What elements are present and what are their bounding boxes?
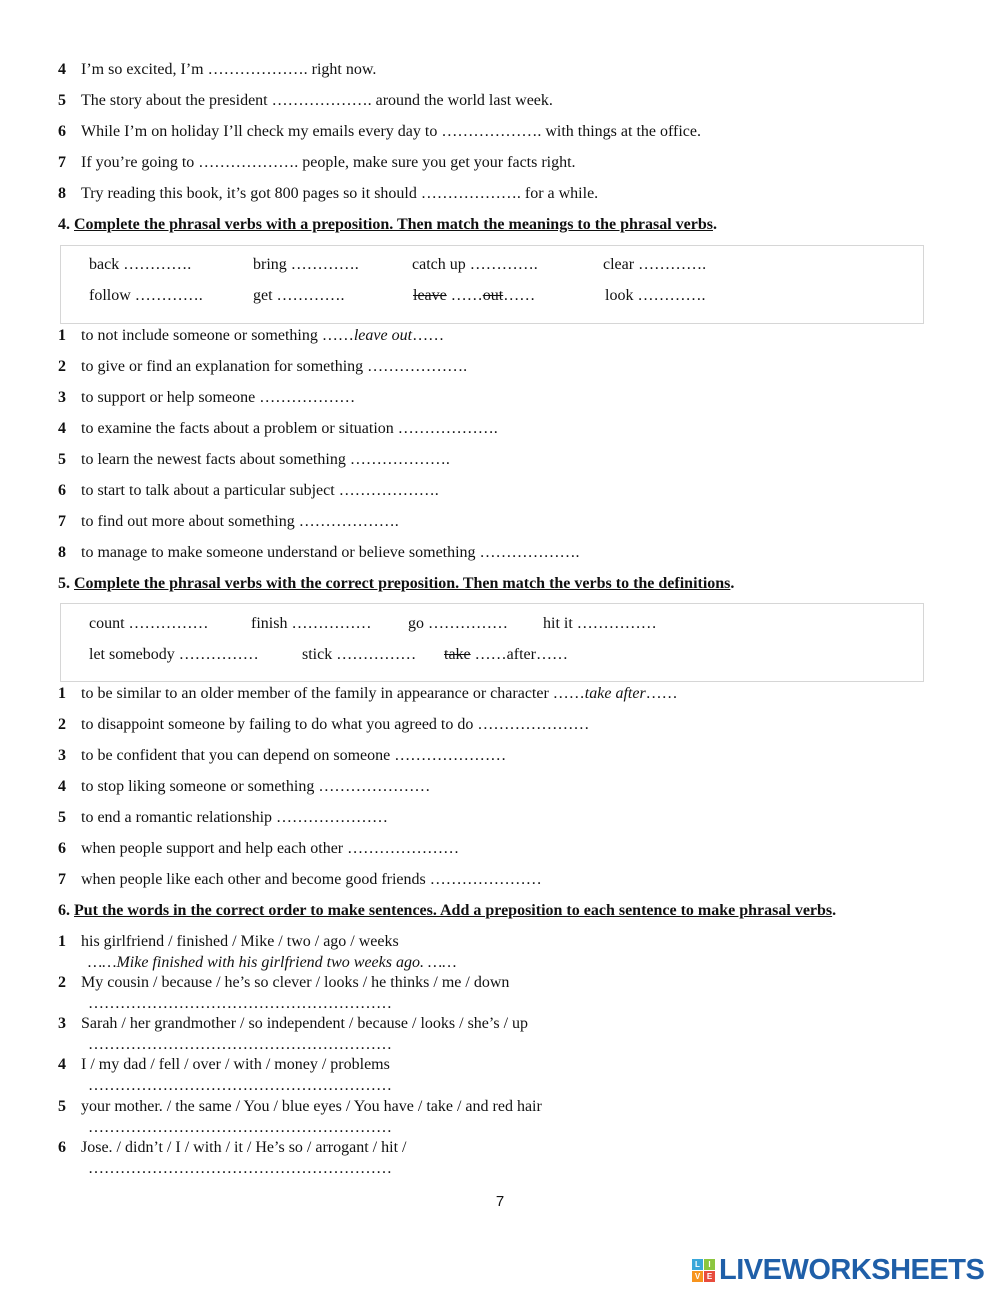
ex6-answer-line: ………………………………………………… bbox=[88, 995, 392, 1012]
top-item: 6 While I’m on holiday I’ll check my emails every day to ………………. with things at the office. bbox=[58, 123, 701, 140]
ex4-item: 4 to examine the facts about a problem or situation ………………. bbox=[58, 420, 498, 437]
top-item: 4 I’m so excited, I’m ………………. right now. bbox=[58, 61, 377, 78]
word-hit-it: hit it …………… bbox=[543, 615, 657, 632]
word-look: look …………. bbox=[605, 287, 706, 304]
word-follow: follow …………. bbox=[89, 287, 203, 304]
logo-mark-icon: L I V E bbox=[692, 1259, 715, 1282]
ex6-item: 5 your mother. / the same / You / blue eyes / You have / take / and red hair bbox=[58, 1098, 542, 1115]
word-go: go …………… bbox=[408, 615, 508, 632]
word-back: back …………. bbox=[89, 256, 192, 273]
word-bring: bring …………. bbox=[253, 256, 359, 273]
ex4-item: 8 to manage to make someone understand or believe something ………………. bbox=[58, 544, 580, 561]
liveworksheets-logo bbox=[692, 1254, 984, 1286]
ex6-answer-line: ……Mike finished with his girlfriend two weeks ago. …… bbox=[88, 954, 457, 971]
top-item: 7 If you’re going to ………………. people, make sure you get your facts right. bbox=[58, 154, 576, 171]
ex5-item: 3 to be confident that you can depend on someone ………………… bbox=[58, 747, 507, 764]
ex4-item: 7 to find out more about something ………………. bbox=[58, 513, 399, 530]
ex6-item: 4 I / my dad / fell / over / with / money / problems bbox=[58, 1056, 390, 1073]
ex5-item: 7 when people like each other and become good friends ………………… bbox=[58, 871, 542, 888]
word-stick: stick …………… bbox=[302, 646, 417, 663]
ex5-item: 2 to disappoint someone by failing to do what you agreed to do ………………… bbox=[58, 716, 590, 733]
ex6-answer-line: ………………………………………………… bbox=[88, 1036, 392, 1053]
word-leave-out: leave ……out…… bbox=[413, 287, 536, 304]
ex6-answer-line: ………………………………………………… bbox=[88, 1077, 392, 1094]
ex6-item: 2 My cousin / because / he’s so clever / looks / he thinks / me / down bbox=[58, 974, 510, 991]
exercise-4-word-box bbox=[60, 245, 924, 324]
exercise-4-heading: 4. Complete the phrasal verbs with a preposition. Then match the meanings to the phrasal verbs. bbox=[58, 216, 717, 233]
ex6-item: 3 Sarah / her grandmother / so independent / because / looks / she’s / up bbox=[58, 1015, 529, 1032]
logo-text: LIVEWORKSHEETS bbox=[719, 1253, 985, 1286]
word-take-after: take ……after…… bbox=[444, 646, 568, 663]
ex5-item: 1 to be similar to an older member of the family in appearance or character ……take after…… bbox=[58, 685, 678, 702]
ex4-item: 5 to learn the newest facts about something ………………. bbox=[58, 451, 450, 468]
ex6-item: 6 Jose. / didn’t / I / with / it / He’s so / arrogant / hit / bbox=[58, 1139, 407, 1156]
word-catch-up: catch up …………. bbox=[412, 256, 538, 273]
word-let-somebody: let somebody …………… bbox=[89, 646, 259, 663]
ex4-item: 6 to start to talk about a particular subject ………………. bbox=[58, 482, 439, 499]
ex6-answer-line: ………………………………………………… bbox=[88, 1119, 392, 1136]
exercise-5-heading: 5. Complete the phrasal verbs with the correct preposition. Then match the verbs to the definitions. bbox=[58, 575, 735, 592]
ex6-item: 1 his girlfriend / finished / Mike / two / ago / weeks bbox=[58, 933, 399, 950]
ex5-item: 6 when people support and help each other ………………… bbox=[58, 840, 460, 857]
exercise-5-word-box bbox=[60, 603, 924, 682]
ex4-item: 1 to not include someone or something ……leave out…… bbox=[58, 327, 445, 344]
ex6-answer-line: ………………………………………………… bbox=[88, 1160, 392, 1177]
top-item: 8 Try reading this book, it’s got 800 pages so it should ………………. for a while. bbox=[58, 185, 599, 202]
exercise-6-heading: 6. Put the words in the correct order to make sentences. Add a preposition to each sentence to make phrasal verbs. bbox=[58, 902, 837, 919]
word-get: get …………. bbox=[253, 287, 345, 304]
word-count: count …………… bbox=[89, 615, 209, 632]
top-item: 5 The story about the president ………………. around the world last week. bbox=[58, 92, 553, 109]
ex5-item: 5 to end a romantic relationship ………………… bbox=[58, 809, 389, 826]
page-number: 7 bbox=[495, 1193, 505, 1210]
word-clear: clear …………. bbox=[603, 256, 707, 273]
ex4-item: 2 to give or find an explanation for something ………………. bbox=[58, 358, 468, 375]
word-finish: finish …………… bbox=[251, 615, 372, 632]
ex4-item: 3 to support or help someone ……………… bbox=[58, 389, 356, 406]
ex5-item: 4 to stop liking someone or something ………………… bbox=[58, 778, 431, 795]
